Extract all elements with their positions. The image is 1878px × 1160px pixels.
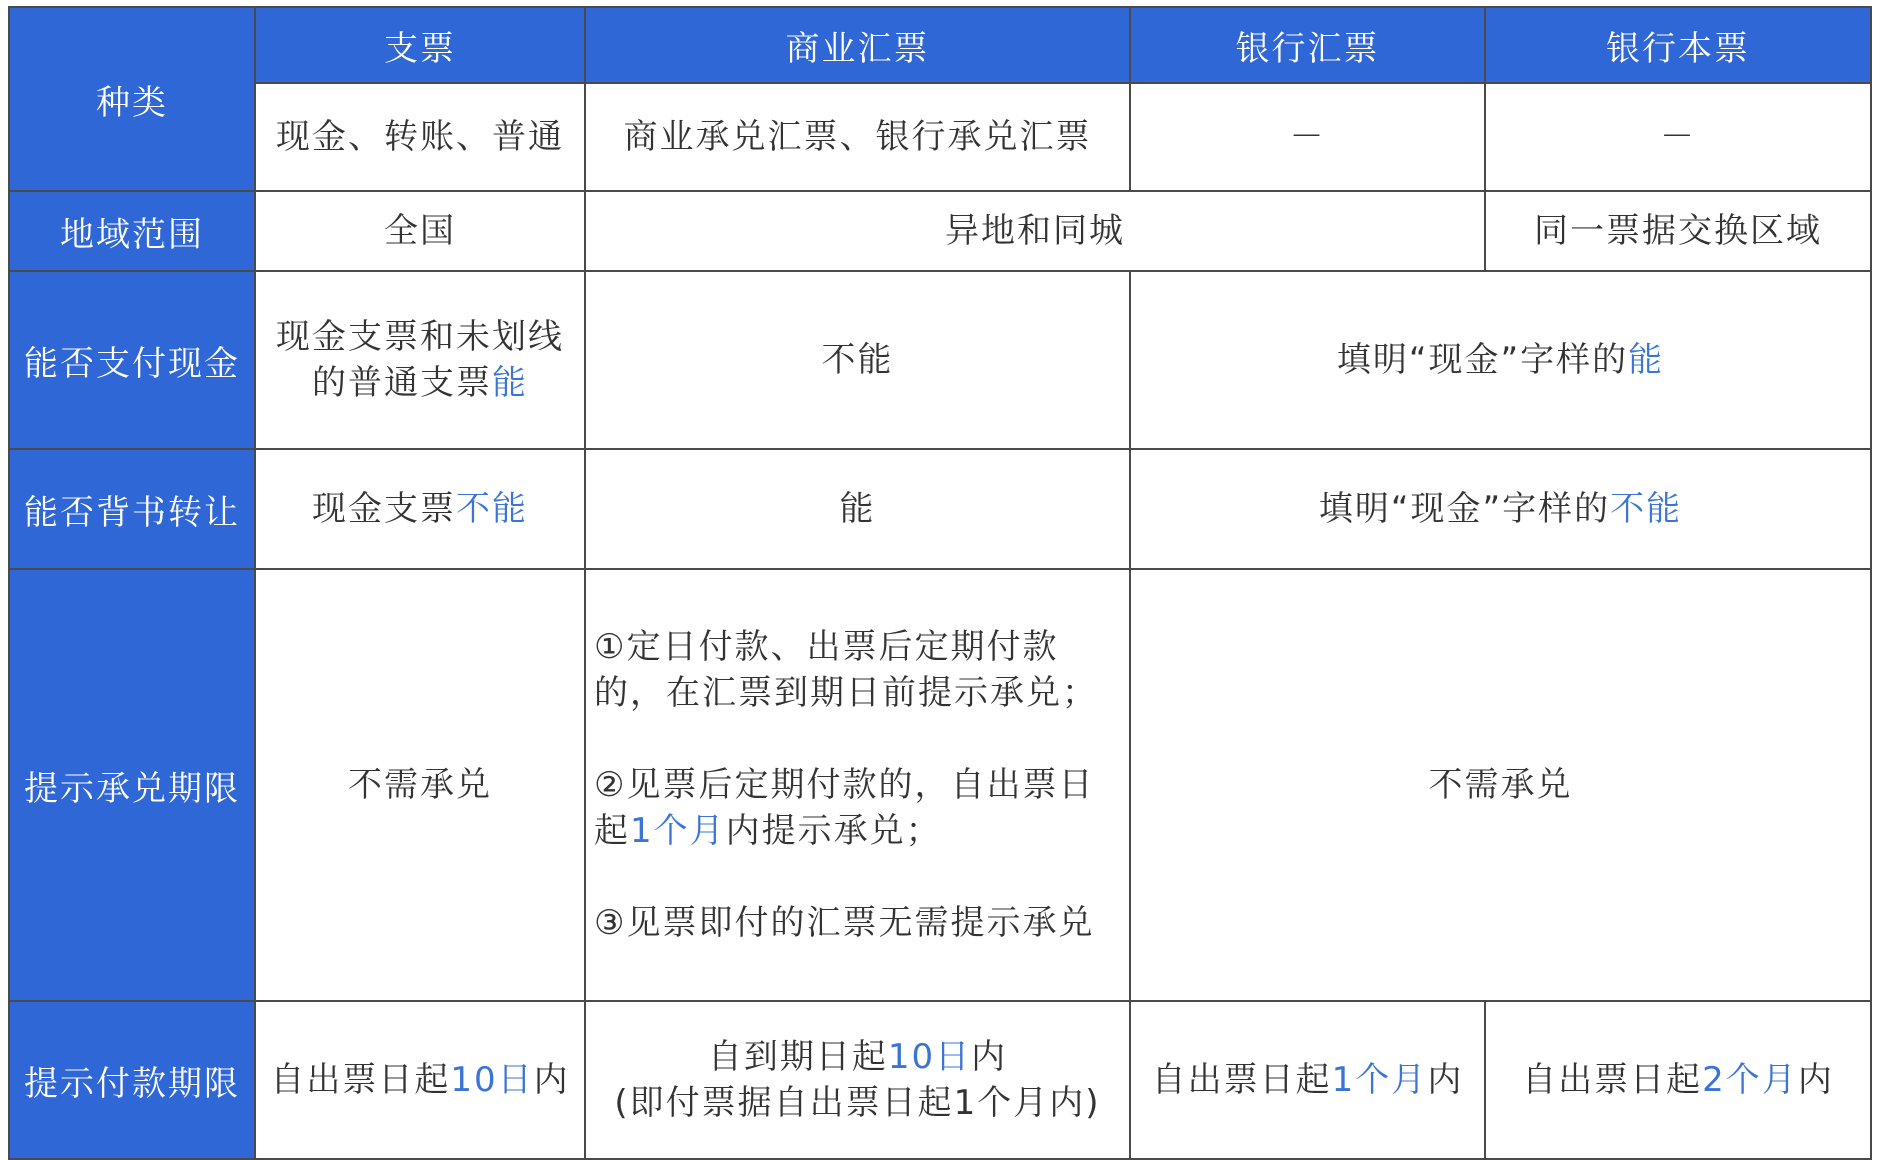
highlight-text: 不能 [456, 489, 528, 529]
cell-text: 现金支票 [312, 489, 456, 529]
cell-text: ②见票后定期付款的，自出票日起 [594, 765, 1095, 851]
bill-comparison-table [8, 6, 1872, 1160]
cell-text: 自出票日起 [1151, 1060, 1332, 1100]
cell-diyu-yinhang-benpiao: 同一票据交换区域 [1485, 191, 1871, 271]
cell-zhonglei-shangye: 商业承兑汇票、银行承兑汇票 [585, 83, 1130, 191]
col-header-yinhang-benpiao: 银行本票 [1485, 7, 1871, 83]
cell-text: 自出票日起 [270, 1060, 451, 1100]
col-header-zhipiao: 支票 [255, 7, 585, 83]
row-label-fukuan: 提示付款期限 [9, 1001, 255, 1159]
row-diyu [9, 191, 1871, 271]
highlight-text: 2个月 [1702, 1060, 1798, 1100]
cell-beishu-shangye: 能 [585, 449, 1130, 569]
row-fukuan [9, 1001, 1871, 1159]
highlight-text: 能 [1628, 340, 1665, 380]
cell-xianjin-shangye: 不能 [585, 271, 1130, 449]
cell-fukuan-yinhang-huipiao [1130, 1001, 1485, 1159]
row-xianjin [9, 271, 1871, 449]
cell-xianjin-yinhang [1130, 271, 1871, 449]
cell-text: 自到期日起 [707, 1037, 888, 1077]
highlight-text: 10日 [450, 1060, 534, 1100]
header-row [9, 7, 1871, 83]
col-header-shangye-huipiao: 商业汇票 [585, 7, 1130, 83]
cell-zhonglei-yinhang-huipiao: － [1130, 83, 1485, 191]
cell-chengdui-yinhang: 不需承兑 [1130, 569, 1871, 1001]
cell-text: 内 [533, 1060, 570, 1100]
cell-chengdui-shangye [585, 569, 1130, 1001]
highlight-text: 1个月 [630, 811, 726, 851]
cell-fukuan-zhipiao [255, 1001, 585, 1159]
cell-beishu-zhipiao [255, 449, 585, 569]
cell-text: 内 [1427, 1060, 1464, 1100]
cell-chengdui-zhipiao: 不需承兑 [255, 569, 585, 1001]
comparison-table-frame [8, 6, 1872, 1158]
cell-text: 现金支票和未划线的普通支票 [276, 317, 564, 403]
rule-item-3: ③见票即付的汇票无需提示承兑 [594, 903, 1095, 943]
highlight-text: 10日 [887, 1037, 972, 1077]
row-zhonglei [9, 83, 1871, 191]
cell-text: 内提示承兑； [725, 811, 942, 851]
cell-zhonglei-yinhang-benpiao: － [1485, 83, 1871, 191]
cell-diyu-middle: 异地和同城 [585, 191, 1485, 271]
row-label-diyu: 地域范围 [9, 191, 255, 271]
cell-diyu-zhipiao: 全国 [255, 191, 585, 271]
row-chengdui [9, 569, 1871, 1001]
cell-text: 填明“现金”字样的 [1318, 489, 1611, 529]
highlight-text: 不能 [1610, 489, 1683, 529]
cell-text: 内 [971, 1037, 1008, 1077]
cell-xianjin-zhipiao [255, 271, 585, 449]
cell-text: 填明“现金”字样的 [1336, 340, 1629, 380]
row-label-xianjin: 能否支付现金 [9, 271, 255, 449]
row-label-beishu: 能否背书转让 [9, 449, 255, 569]
cell-zhonglei-zhipiao: 现金、转账、普通 [255, 83, 585, 191]
row-beishu [9, 449, 1871, 569]
row-label-zhonglei: 种类 [9, 7, 255, 191]
cell-line-1 [594, 1034, 1121, 1080]
cell-fukuan-yinhang-benpiao [1485, 1001, 1871, 1159]
row-label-chengdui: 提示承兑期限 [9, 569, 255, 1001]
col-header-yinhang-huipiao: 银行汇票 [1130, 7, 1485, 83]
cell-beishu-yinhang [1130, 449, 1871, 569]
cell-line-2: (即付票据自出票日起1个月内) [614, 1083, 1101, 1123]
highlight-text: 能 [492, 363, 528, 403]
cell-text: 内 [1797, 1060, 1834, 1100]
rule-item-1: ①定日付款、出票后定期付款的，在汇票到期日前提示承兑； [594, 627, 1098, 713]
cell-text: 自出票日起 [1522, 1060, 1703, 1100]
rule-item-2 [594, 762, 1121, 854]
cell-fukuan-shangye [585, 1001, 1130, 1159]
highlight-text: 1个月 [1331, 1060, 1428, 1100]
